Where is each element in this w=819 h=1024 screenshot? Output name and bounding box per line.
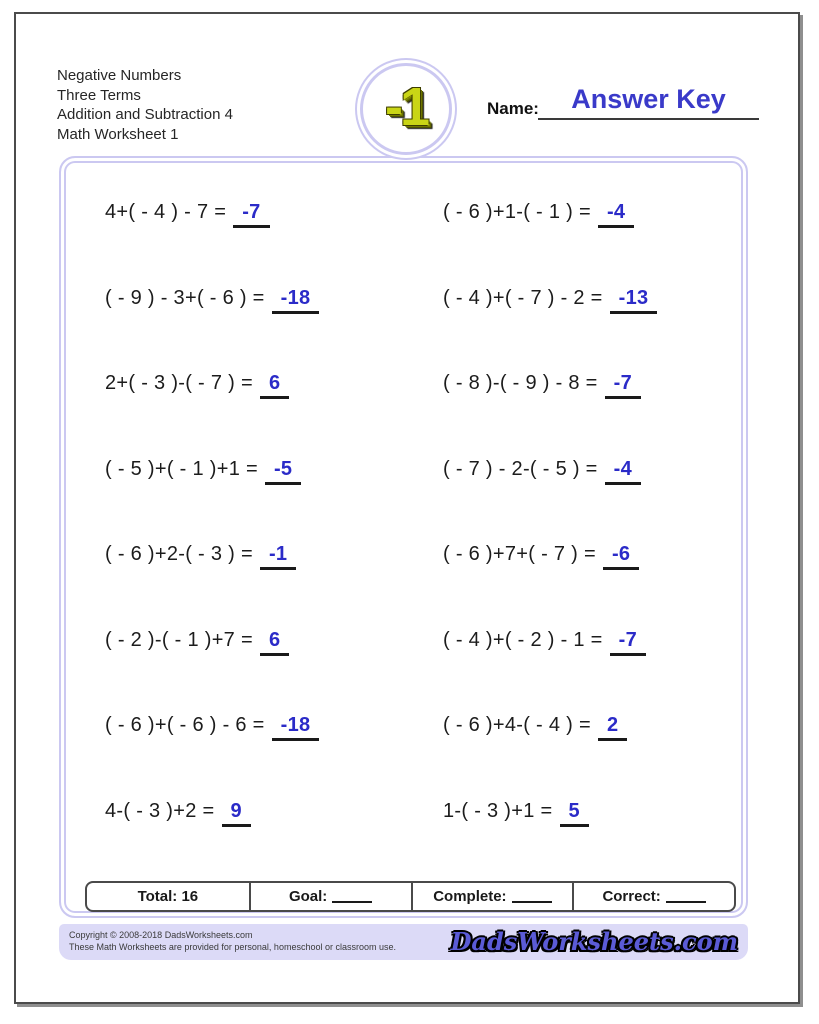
problem-answer: -18 — [272, 714, 320, 741]
problem-answer: 2 — [598, 714, 627, 741]
problem-item — [105, 201, 443, 228]
problem-answer: -7 — [605, 372, 641, 399]
score-goal-blank — [332, 890, 372, 903]
score-correct-label: Correct: — [602, 888, 661, 905]
footer-band — [59, 924, 748, 960]
problem-answer: 6 — [260, 629, 289, 656]
problem-item — [105, 714, 443, 741]
problem-expression: ( - 6 )+7+( - 7 ) = — [443, 543, 596, 566]
problem-expression: ( - 9 ) - 3+( - 6 ) = — [105, 286, 265, 309]
problem-answer: -1 — [260, 543, 296, 570]
header-line-topic: Negative Numbers — [57, 67, 182, 84]
problem-item — [105, 629, 443, 656]
problem-expression: 4+( - 4 ) - 7 = — [105, 201, 227, 224]
problem-item — [443, 458, 721, 485]
worksheet-header — [57, 66, 233, 144]
name-answer-key: Answer Key — [571, 84, 726, 114]
problem-item — [105, 372, 443, 399]
problem-expression: ( - 6 )+4-( - 4 ) = — [443, 714, 591, 737]
score-correct — [572, 883, 734, 910]
score-complete — [411, 883, 573, 910]
problem-answer: -4 — [598, 201, 634, 228]
copyright-line-1: Copyright © 2008-2018 DadsWorksheets.com — [69, 930, 253, 940]
score-goal — [249, 883, 411, 910]
score-total — [87, 883, 249, 910]
problem-answer: -7 — [233, 201, 269, 228]
problem-answer: -18 — [272, 287, 320, 314]
problem-item — [105, 800, 443, 827]
problem-answer: 9 — [222, 800, 251, 827]
problem-answer: 6 — [260, 372, 289, 399]
copyright-block — [69, 929, 396, 953]
problem-expression: ( - 8 )-( - 9 ) - 8 = — [443, 372, 598, 395]
problem-expression: ( - 6 )+2-( - 3 ) = — [105, 543, 253, 566]
score-table — [85, 881, 736, 912]
problem-expression: ( - 6 )+( - 6 ) - 6 = — [105, 714, 265, 737]
score-goal-label: Goal: — [288, 888, 328, 905]
problem-item — [443, 372, 721, 399]
problem-answer: 5 — [560, 800, 589, 827]
score-complete-label: Complete: — [433, 888, 507, 905]
header-line-terms: Three Terms — [57, 86, 141, 104]
score-total-label: Total: 16 — [137, 888, 199, 905]
problem-item — [443, 714, 721, 741]
problem-answer: -4 — [605, 458, 641, 485]
problem-expression: 1-( - 3 )+1 = — [443, 799, 553, 822]
problem-expression: ( - 4 )+( - 2 ) - 1 = — [443, 628, 603, 651]
problems-grid — [105, 172, 721, 856]
copyright-line-2: These Math Worksheets are provided for personal, homeschool or classroom use. — [69, 942, 396, 952]
problem-expression: ( - 2 )-( - 1 )+7 = — [105, 628, 253, 651]
problem-expression: ( - 5 )+( - 1 )+1 = — [105, 457, 258, 480]
problem-answer: -6 — [603, 543, 639, 570]
problem-item — [105, 287, 443, 314]
score-correct-blank — [666, 890, 706, 903]
problem-item — [443, 800, 721, 827]
problem-expression: ( - 6 )+1-( - 1 ) = — [443, 201, 591, 224]
problem-item — [105, 458, 443, 485]
dadsworksheets-logo: DadsWorksheets.com — [450, 927, 738, 956]
problem-answer: -5 — [265, 458, 301, 485]
problem-expression: ( - 7 ) - 2-( - 5 ) = — [443, 457, 598, 480]
problem-answer: -7 — [610, 629, 646, 656]
header-line-worksheet-number: Math Worksheet 1 — [57, 125, 179, 143]
problem-item — [443, 201, 721, 228]
problem-expression: ( - 4 )+( - 7 ) - 2 = — [443, 286, 603, 309]
problem-answer: -13 — [610, 287, 658, 314]
score-complete-blank — [512, 890, 552, 903]
badge-text: -1 — [384, 77, 427, 137]
header-line-operation: Addition and Subtraction 4 — [57, 106, 233, 123]
negative-one-badge-icon — [360, 63, 452, 155]
problem-item — [443, 543, 721, 570]
name-underline — [538, 118, 759, 120]
problem-item — [105, 543, 443, 570]
problem-item — [443, 629, 721, 656]
worksheet-page — [14, 12, 800, 1004]
problem-expression: 2+( - 3 )-( - 7 ) = — [105, 372, 253, 395]
problem-item — [443, 287, 721, 314]
problem-expression: 4-( - 3 )+2 = — [105, 799, 215, 822]
name-label: Name: — [487, 99, 539, 118]
